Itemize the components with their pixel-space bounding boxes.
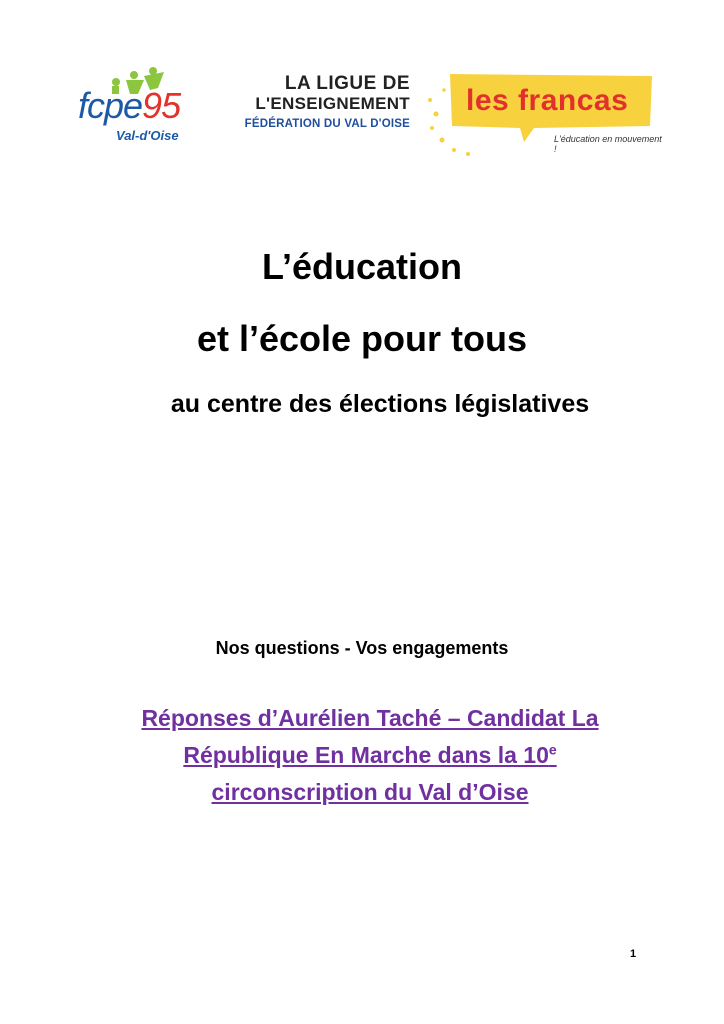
francas-wordmark: les francas — [466, 84, 629, 117]
answer-line-1: Réponses d’Aurélien Taché – Candidat La — [141, 705, 599, 731]
questions-heading: Nos questions - Vos engagements — [215, 638, 509, 658]
ligue-line3: FÉDÉRATION DU VAL D'OISE — [244, 118, 410, 130]
francas-logo — [424, 70, 664, 160]
answer-line-2-sup: e — [548, 741, 557, 758]
fcpe-logo — [78, 66, 213, 161]
ligue-line1: LA LIGUE DE — [284, 73, 410, 94]
title-line-1: L’éducation — [261, 246, 463, 287]
page-number: 1 — [630, 948, 637, 960]
answer-line-3: circonscription du Val d’Oise — [211, 779, 529, 805]
fcpe-subtitle: Val-d'Oise — [116, 128, 179, 143]
ligue-line2: L'ENSEIGNEMENT — [255, 94, 410, 113]
answer-heading — [90, 700, 650, 811]
ligue-logo — [230, 74, 410, 144]
fcpe-wordmark: fcpe95 — [78, 85, 181, 126]
francas-tagline: L'éducation en mouvement ! — [554, 134, 662, 154]
logo-strip — [0, 60, 724, 170]
title-line-3: au centre des élections législatives — [170, 390, 590, 418]
answer-line-2: République En Marche dans la 10 — [183, 742, 549, 768]
title-line-2: et l’école pour tous — [196, 318, 528, 359]
